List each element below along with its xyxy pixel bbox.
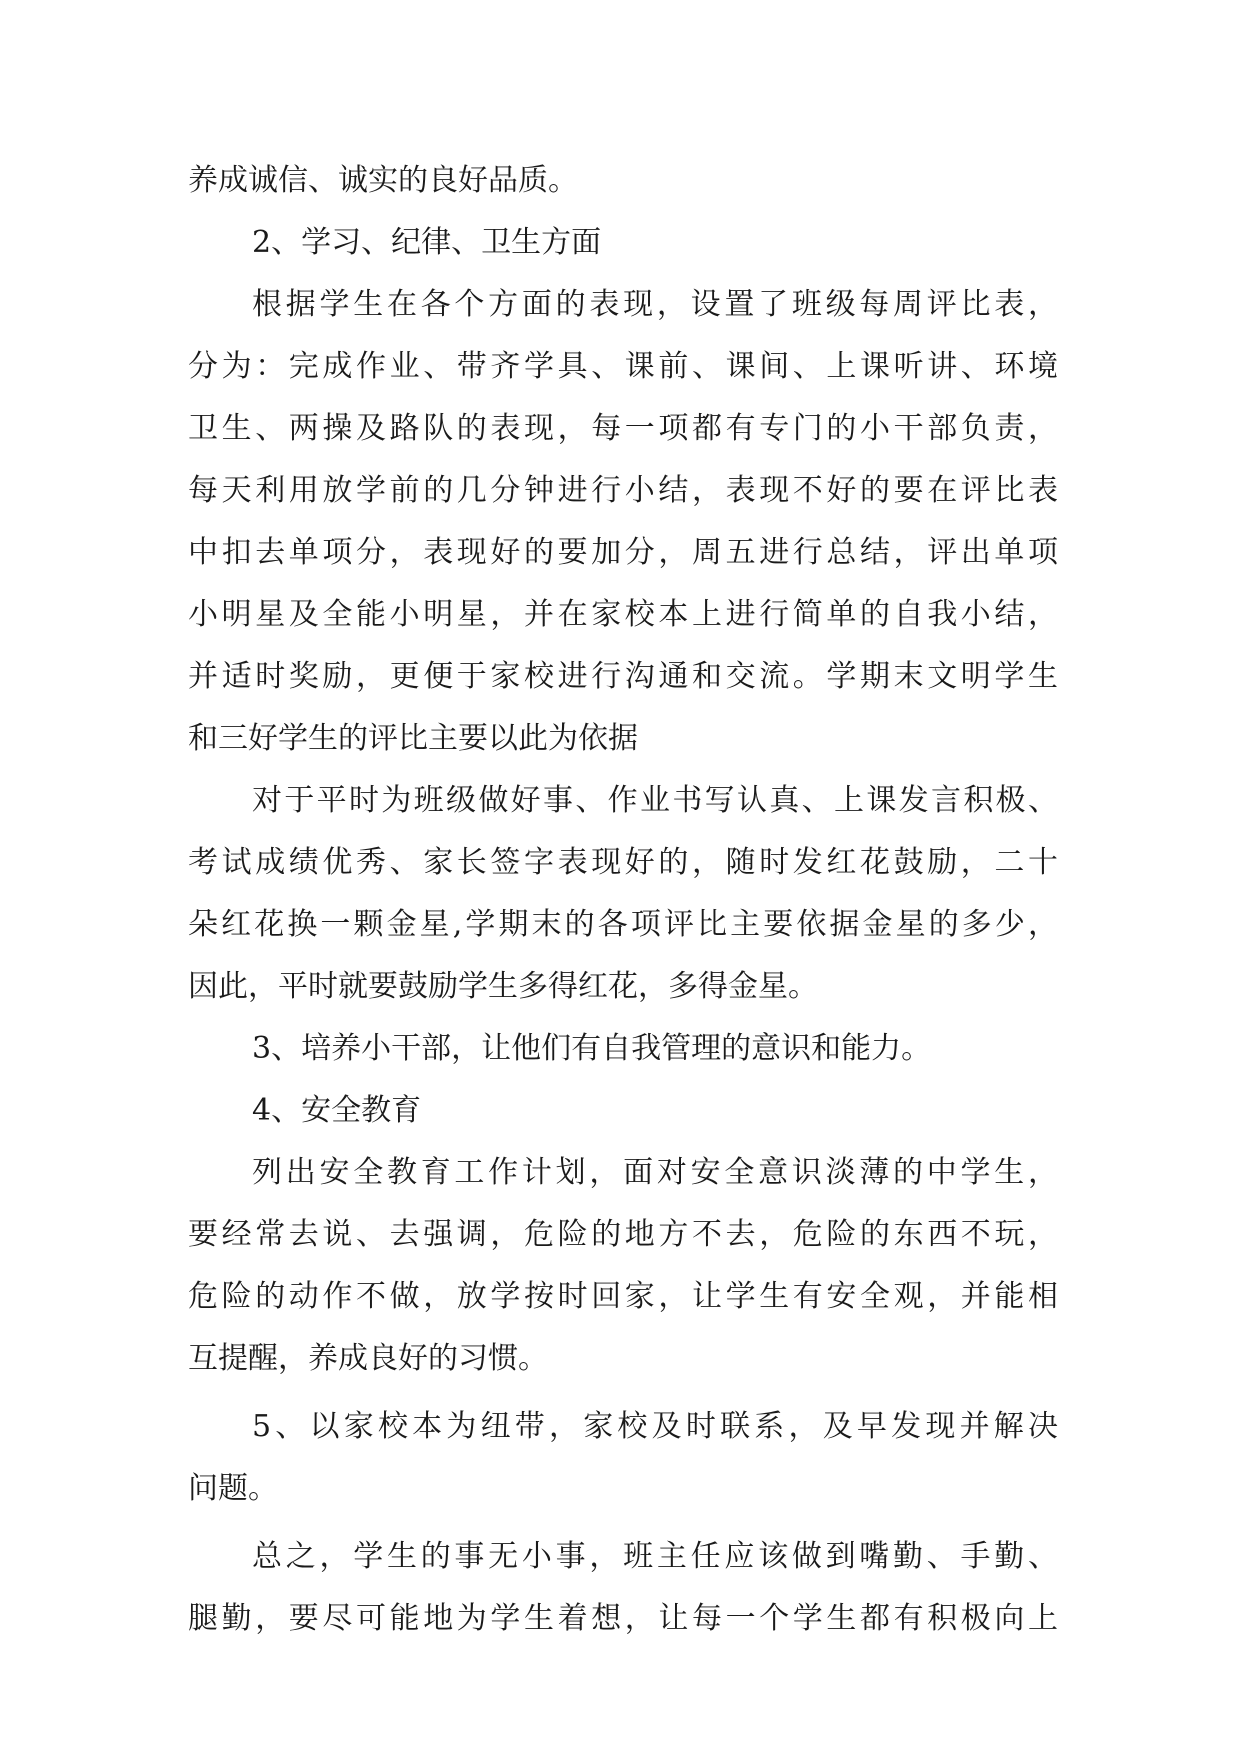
paragraph-line: 要经常去说、去强调，危险的地方不去，危险的东西不玩， [188, 1217, 1058, 1252]
paragraph-line: 对于平时为班级做好事、作业书写认真、上课发言积极、 [252, 783, 1058, 818]
paragraph-line: 分为：完成作业、带齐学具、课前、课间、上课听讲、环境 [188, 349, 1058, 384]
section-heading: 5、以家校本为纽带，家校及时联系，及早发现并解决 [252, 1409, 1058, 1444]
section-heading: 3、培养小干部，让他们有自我管理的意识和能力。 [252, 1031, 932, 1066]
paragraph-line: 卫生、两操及路队的表现，每一项都有专门的小干部负责， [188, 411, 1058, 446]
section-heading: 4、安全教育 [252, 1093, 422, 1128]
paragraph-line: 和三好学生的评比主要以此为依据 [188, 721, 638, 756]
paragraph-line: 危险的动作不做，放学按时回家，让学生有安全观，并能相 [188, 1279, 1058, 1314]
paragraph-line: 并适时奖励，更便于家校进行沟通和交流。学期末文明学生 [188, 659, 1058, 694]
paragraph-line: 考试成绩优秀、家长签字表现好的，随时发红花鼓励，二十 [188, 845, 1058, 880]
paragraph-line: 列出安全教育工作计划，面对安全意识淡薄的中学生， [252, 1155, 1058, 1190]
body-text [188, 150, 1058, 1650]
paragraph-line: 每天利用放学前的几分钟进行小结，表现不好的要在评比表 [188, 473, 1058, 508]
section-heading: 2、学习、纪律、卫生方面 [252, 225, 602, 260]
paragraph-line: 总之，学生的事无小事，班主任应该做到嘴勤、手勤、 [252, 1539, 1058, 1574]
paragraph-line: 腿勤，要尽可能地为学生着想，让每一个学生都有积极向上 [188, 1601, 1058, 1636]
paragraph-line: 问题。 [188, 1471, 278, 1506]
paragraph-line: 根据学生在各个方面的表现，设置了班级每周评比表， [252, 287, 1058, 322]
paragraph-line: 因此，平时就要鼓励学生多得红花，多得金星。 [188, 969, 818, 1004]
paragraph-line: 中扣去单项分，表现好的要加分，周五进行总结，评出单项 [188, 535, 1058, 570]
paragraph-line: 互提醒，养成良好的习惯。 [188, 1341, 548, 1376]
paragraph-line: 养成诚信、诚实的良好品质。 [188, 163, 578, 198]
paragraph-line: 朵红花换一颗金星,学期末的各项评比主要依据金星的多少， [188, 907, 1058, 942]
paragraph-line: 小明星及全能小明星，并在家校本上进行简单的自我小结， [188, 597, 1058, 632]
